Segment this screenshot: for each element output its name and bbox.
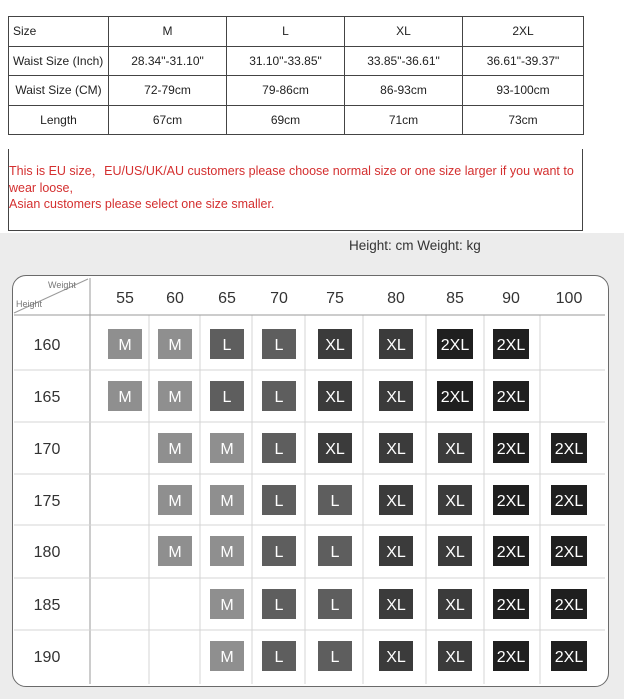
length-l: 69cm [227, 105, 345, 135]
weight-label: 75 [326, 290, 344, 307]
size-cell-label: M [118, 337, 132, 354]
size-cell-label: XL [325, 441, 345, 458]
weight-label: 80 [387, 290, 405, 307]
size-cell-label: M [220, 493, 234, 510]
height-label: 185 [33, 597, 61, 614]
size-cell-label: L [274, 597, 284, 614]
size-cell-label: M [168, 493, 182, 510]
waist-cm-m: 72-79cm [109, 76, 227, 106]
size-cell-label: XL [386, 389, 406, 406]
waist-inch-xl: 33.85"-36.61" [345, 46, 463, 76]
waist-inch-m: 28.34"-31.10" [109, 46, 227, 76]
height-label: 180 [33, 544, 61, 561]
height-label: 165 [33, 389, 61, 406]
waist-inch-l: 31.10"-33.85" [227, 46, 345, 76]
size-cell-label: 2XL [554, 544, 584, 561]
notice-line-1: This is EU size，EU/US/UK/AU customers please choose normal size or one size larger if you want to wear loose, [9, 164, 574, 195]
size-cell-label: XL [386, 544, 406, 561]
weight-label: 100 [555, 290, 583, 307]
size-cell-label: 2XL [496, 389, 526, 406]
size-cell-label: L [274, 493, 284, 510]
size-cell-label: XL [386, 337, 406, 354]
height-label: 175 [33, 493, 61, 510]
size-cell-label: M [168, 441, 182, 458]
size-cell-label: M [220, 441, 234, 458]
size-cell-label: L [274, 337, 284, 354]
size-cell-label: L [330, 493, 340, 510]
weight-label: 70 [270, 290, 288, 307]
corner-weight-label: Weight [48, 280, 76, 290]
size-header-label: Size [9, 17, 109, 47]
size-cell-label: XL [386, 441, 406, 458]
size-cell-label: 2XL [496, 649, 526, 666]
size-cell-label: M [220, 649, 234, 666]
size-cell-label: 2XL [496, 441, 526, 458]
size-cell-label: L [222, 337, 232, 354]
size-cell-label: XL [386, 649, 406, 666]
weight-label: 90 [502, 290, 520, 307]
size-cell-label: 2XL [496, 597, 526, 614]
notice-line-2: Asian customers please select one size smaller. [9, 197, 275, 211]
size-cell-label: L [222, 389, 232, 406]
size-cell-label: M [220, 544, 234, 561]
size-cell-label: L [330, 649, 340, 666]
size-cell-label: XL [386, 493, 406, 510]
chart-caption: Height: cm Weight: kg [349, 238, 481, 253]
size-cell-label: L [274, 441, 284, 458]
size-cell-label: L [330, 597, 340, 614]
size-cell-label: M [168, 544, 182, 561]
size-cell-label: M [118, 389, 132, 406]
size-header-2xl: 2XL [463, 17, 584, 47]
corner-height-label: Height [16, 299, 43, 309]
size-header-m: M [109, 17, 227, 47]
length-xl: 71cm [345, 105, 463, 135]
size-cell-label: XL [325, 337, 345, 354]
length-2xl: 73cm [463, 105, 584, 135]
size-cell-label: XL [445, 649, 465, 666]
size-cell-label: 2XL [496, 337, 526, 354]
waist-inch-label: Waist Size (Inch) [9, 46, 109, 76]
weight-label: 55 [116, 290, 134, 307]
size-cell-label: 2XL [496, 493, 526, 510]
size-cell-label: 2XL [554, 441, 584, 458]
size-cell-label: L [330, 544, 340, 561]
weight-label: 65 [218, 290, 236, 307]
size-cell-label: M [220, 597, 234, 614]
waist-inch-2xl: 36.61"-39.37" [463, 46, 584, 76]
size-cell-label: 2XL [440, 337, 470, 354]
size-cell-label: 2XL [554, 649, 584, 666]
weight-label: 85 [446, 290, 464, 307]
size-cell-label: 2XL [554, 493, 584, 510]
size-cell-label: L [274, 544, 284, 561]
size-cell-label: 2XL [496, 544, 526, 561]
height-label: 170 [33, 441, 61, 458]
waist-cm-xl: 86-93cm [345, 76, 463, 106]
size-cell-label: 2XL [554, 597, 584, 614]
size-header-l: L [227, 17, 345, 47]
size-cell-label: M [168, 389, 182, 406]
size-cell-label: XL [325, 389, 345, 406]
size-cell-label: XL [445, 441, 465, 458]
size-cell-label: XL [445, 493, 465, 510]
length-m: 67cm [109, 105, 227, 135]
waist-cm-2xl: 93-100cm [463, 76, 584, 106]
size-cell-label: XL [445, 544, 465, 561]
height-label: 190 [33, 649, 61, 666]
size-cell-label: XL [445, 597, 465, 614]
waist-cm-l: 79-86cm [227, 76, 345, 106]
size-cell-label: XL [386, 597, 406, 614]
length-label: Length [9, 105, 109, 135]
waist-cm-label: Waist Size (CM) [9, 76, 109, 106]
size-cell-label: 2XL [440, 389, 470, 406]
size-cell-label: L [274, 649, 284, 666]
height-label: 160 [33, 337, 61, 354]
weight-label: 60 [166, 290, 184, 307]
size-header-xl: XL [345, 17, 463, 47]
size-cell-label: L [274, 389, 284, 406]
size-cell-label: M [168, 337, 182, 354]
